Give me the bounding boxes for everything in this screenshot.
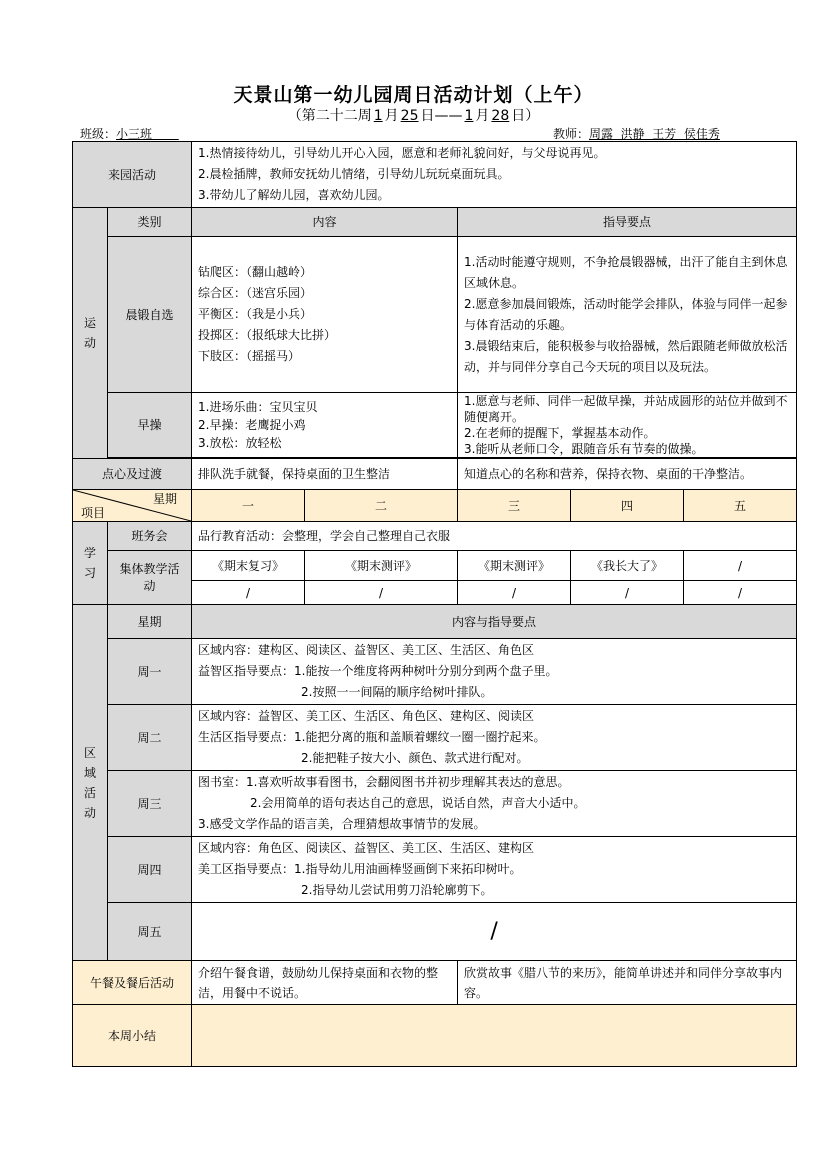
area-fri-content: / — [192, 903, 797, 961]
class-label: 班级： — [80, 127, 117, 141]
exercise-zone: 钻爬区：（翻山越岭） — [198, 265, 313, 279]
arrival-label: 来园活动 — [73, 142, 192, 208]
drill-item: 3.放松：放轻松 — [198, 436, 282, 450]
lesson-cell: 《期末测评》 — [305, 551, 458, 581]
snack-guidance: 知道点心的名称和营养，保持衣物、桌面的干净整洁。 — [458, 459, 797, 490]
drill-item: 1.进场乐曲：宝贝宝贝 — [198, 400, 318, 414]
area-col-content: 内容与指导要点 — [192, 605, 797, 639]
area-line: 图书室：1.喜欢听故事看图书，会翻阅图书并初步理解其表达的意思。 — [198, 775, 570, 789]
diag-weekday-label: 星期 — [153, 492, 178, 506]
drill-item: 2.早操：老鹰捉小鸡 — [198, 418, 306, 432]
weekday-wed: 三 — [458, 490, 571, 522]
guidance-item: 2.愿意参加晨间锻炼，活动时能学会排队，体验与同伴一起参与体育活动的乐趣。 — [464, 296, 788, 332]
date-prefix: （第二十二周 — [287, 108, 372, 124]
lunch-guidance: 欣赏故事《腊八节的来历》，能简单讲述并和同伴分享故事内容。 — [458, 961, 797, 1005]
area-thu-label: 周四 — [108, 837, 192, 903]
lesson-cell: 《我长大了》 — [571, 551, 684, 581]
area-line: 2.指导幼儿尝试用剪刀沿轮廓剪下。 — [301, 883, 493, 897]
area-line: 2.会用简单的语句表达自己的意思，说话自然，声音大小适中。 — [250, 796, 586, 810]
area-mon-content — [192, 639, 797, 705]
area-tue-content — [192, 705, 797, 771]
exercise-zone: 综合区：（迷宫乐园） — [198, 286, 313, 300]
month-char-2: 月 — [475, 108, 490, 124]
sports-label-bottom: 动 — [83, 336, 96, 350]
morning-drill-guidance — [458, 393, 797, 458]
morning-exercise-label: 晨锻自选 — [108, 237, 192, 393]
col-category: 类别 — [108, 208, 192, 237]
teacher-value: 周露 洪静 王芳 侯佳秀 — [589, 127, 720, 141]
start-day: 25 — [400, 108, 419, 124]
area-label-char: 区 — [83, 745, 96, 760]
sports-label-top: 运 — [83, 316, 96, 330]
arrival-content — [192, 142, 797, 208]
summary-label: 本周小结 — [73, 1005, 192, 1067]
class-meeting-content: 品行教育活动：会整理，学会自己整理自己衣服 — [192, 522, 797, 551]
area-label — [73, 605, 108, 961]
class-meeting-label: 班务会 — [108, 522, 192, 551]
guidance-item: 1.活动时能遵守规则，不争抢晨锻器械，出汗了能自主到休息区域休息。 — [464, 254, 788, 290]
weekday-thu: 四 — [571, 490, 684, 522]
end-day: 28 — [491, 108, 510, 124]
area-line: 美工区指导要点：1.指导幼儿用油画棒竖画倒下来拓印树叶。 — [198, 862, 522, 876]
drill-guidance-item: 1.愿意与老师、同伴一起做早操，并站成圆形的站位并做到不随便离开。 — [464, 394, 788, 424]
morning-exercise-guidance — [458, 237, 797, 393]
exercise-zone: 下肢区：（摇摇马） — [198, 349, 301, 363]
drill-guidance-item: 2.在老师的提醒下，掌握基本动作。 — [464, 426, 656, 440]
morning-drill-label: 早操 — [108, 393, 192, 458]
drill-guidance-item: 3.能听从老师口令，跟随音乐有节奏的做操。 — [464, 442, 704, 456]
lesson-cell: / — [684, 581, 797, 605]
class-value: 小三班 — [116, 127, 153, 141]
arrival-item: 1.热情接待幼儿，引导幼儿开心入园，愿意和老师礼貌问好，与父母说再见。 — [198, 146, 606, 160]
area-thu-content — [192, 837, 797, 903]
day-separator: 日—— — [420, 108, 463, 124]
col-guidance: 指导要点 — [458, 208, 797, 237]
collective-label — [108, 551, 192, 605]
plan-table — [72, 141, 797, 1067]
month-char-1: 月 — [384, 108, 399, 124]
area-tue-label: 周二 — [108, 705, 192, 771]
area-label-char: 动 — [83, 805, 96, 820]
lesson-cell: / — [571, 581, 684, 605]
area-line: 3.感受文学作品的语言美，合理猜想故事情节的发展。 — [198, 817, 486, 831]
snack-content: 排队洗手就餐，保持桌面的卫生整洁 — [192, 459, 458, 490]
teacher-info — [553, 125, 720, 142]
area-line: 区域内容：建构区、阅读区、益智区、美工区、生活区、角色区 — [198, 643, 535, 657]
weekday-tue: 二 — [305, 490, 458, 522]
study-label-bottom: 习 — [83, 566, 96, 580]
collective-label-line1: 集体教学活 — [119, 561, 180, 576]
teacher-label: 教师： — [553, 127, 590, 141]
lesson-cell: / — [305, 581, 458, 605]
area-label-char: 域 — [83, 765, 96, 780]
exercise-zone: 平衡区：（我是小兵） — [198, 307, 313, 321]
area-line: 生活区指导要点：1.能把分离的瓶和盖顺着螺纹一圈一圈拧起来。 — [198, 730, 546, 744]
area-mon-label: 周一 — [108, 639, 192, 705]
study-label — [73, 522, 108, 605]
diag-item-label: 项目 — [81, 506, 106, 520]
lesson-cell: 《期末测评》 — [458, 551, 571, 581]
area-wed-label: 周三 — [108, 771, 192, 837]
area-label-char: 活 — [83, 785, 96, 800]
lesson-cell: 《期末复习》 — [192, 551, 305, 581]
area-line: 益智区指导要点：1.能按一个维度将两种树叶分别分到两个盘子里。 — [198, 664, 558, 678]
lesson-cell: / — [458, 581, 571, 605]
area-fri-label: 周五 — [108, 903, 192, 961]
sports-label — [73, 208, 108, 459]
snack-label: 点心及过渡 — [73, 459, 192, 490]
study-label-top: 学 — [83, 546, 96, 560]
lunch-content: 介绍午餐食谱，鼓励幼儿保持桌面和衣物的整洁，用餐中不说话。 — [192, 961, 458, 1005]
end-month: 1 — [464, 108, 474, 124]
date-suffix: 日） — [511, 108, 540, 124]
page-title: 天景山第一幼儿园周日活动计划（上午） — [233, 84, 594, 106]
weekday-fri: 五 — [684, 490, 797, 522]
lesson-cell: / — [192, 581, 305, 605]
area-line: 2.按照一一间隔的顺序给树叶排队。 — [301, 685, 493, 699]
lunch-label: 午餐及餐后活动 — [73, 961, 192, 1005]
collective-label-line2: 动 — [143, 578, 156, 593]
area-wed-content — [192, 771, 797, 837]
area-line: 区域内容：益智区、美工区、生活区、角色区、建构区、阅读区 — [198, 709, 535, 723]
start-month: 1 — [373, 108, 383, 124]
area-col-day: 星期 — [108, 605, 192, 639]
guidance-item: 3.晨锻结束后，能积极参与收拾器械，然后跟随老师做放松活动，并与同伴分享自己今天玩的项目以及玩法。 — [464, 338, 788, 374]
morning-drill-content — [192, 393, 458, 458]
arrival-item: 3.带幼儿了解幼儿园，喜欢幼儿园。 — [198, 188, 390, 202]
area-line: 区域内容：角色区、阅读区、益智区、美工区、生活区、建构区 — [198, 841, 535, 855]
col-content: 内容 — [192, 208, 458, 237]
exercise-zone: 投掷区：（报纸球大比拼） — [198, 328, 337, 342]
arrival-item: 2.晨检插牌，教师安抚幼儿情绪，引导幼儿玩玩桌面玩具。 — [198, 167, 510, 181]
summary-content[interactable] — [192, 1005, 797, 1067]
lesson-cell: / — [684, 551, 797, 581]
date-range — [0, 105, 827, 125]
weekday-mon: 一 — [192, 490, 305, 522]
week-diagonal-header — [73, 490, 192, 522]
area-line: 2.能把鞋子按大小、颜色、款式进行配对。 — [301, 751, 529, 765]
morning-exercise-content — [192, 237, 458, 393]
class-info — [80, 125, 179, 142]
